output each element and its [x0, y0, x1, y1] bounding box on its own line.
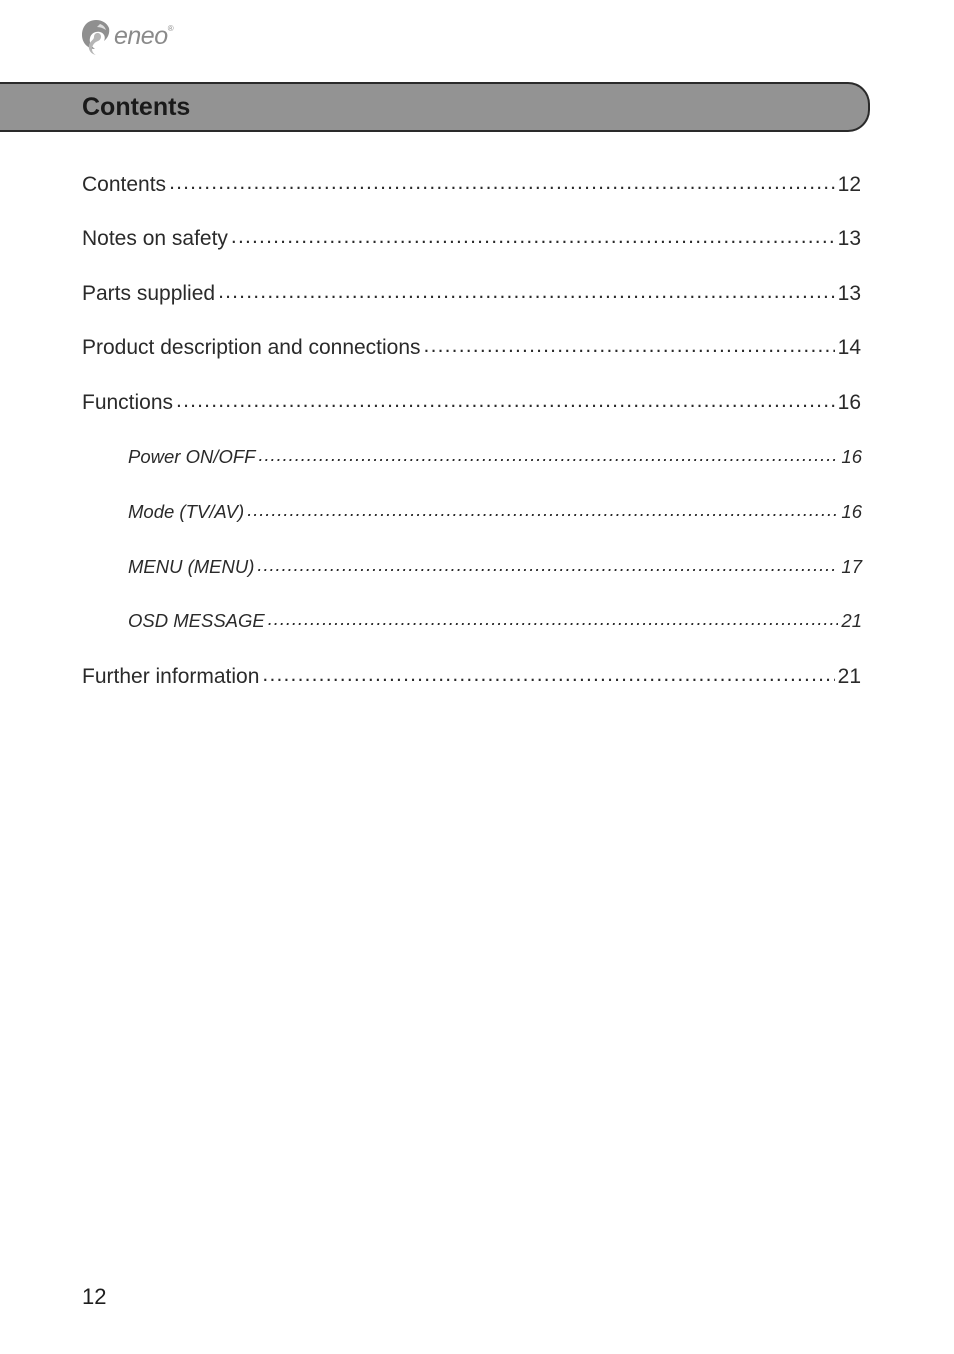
- toc-leader-dots: [218, 279, 835, 300]
- toc-entry-label: Contents: [82, 173, 167, 196]
- toc-entry-page: 12: [837, 173, 861, 196]
- toc-entry-page: 13: [837, 227, 861, 250]
- toc-entry[interactable]: [82, 388, 861, 415]
- toc-subentry[interactable]: [128, 554, 862, 578]
- toc-entry-label: Parts supplied: [82, 282, 216, 305]
- brand-logo: [80, 16, 173, 58]
- toc-leader-dots: [247, 499, 838, 518]
- toc-entry-label: Further information: [82, 665, 260, 688]
- toc-entry-label: Product description and connections: [82, 336, 421, 359]
- toc-leader-dots: [176, 388, 835, 409]
- toc-entry[interactable]: [82, 662, 861, 689]
- toc-leader-dots: [268, 608, 839, 627]
- toc-leader-dots: [258, 444, 838, 463]
- toc-entry-label: Notes on safety: [82, 227, 228, 250]
- toc-subentry-page: 16: [841, 445, 862, 467]
- toc-subentry[interactable]: [128, 499, 862, 523]
- toc-entry[interactable]: [82, 333, 861, 360]
- toc-subentry-page: 16: [841, 500, 862, 522]
- toc-leader-dots: [262, 662, 834, 683]
- toc-subentry-label: Power ON/OFF: [128, 445, 256, 467]
- page-number: 12: [82, 1284, 107, 1309]
- toc-subentry[interactable]: [128, 444, 862, 468]
- page-title: Contents: [82, 93, 191, 121]
- toc-subentry-page: 21: [841, 609, 862, 631]
- toc-entry-label: Functions: [82, 391, 174, 414]
- toc-entry[interactable]: [82, 279, 861, 306]
- toc-subentry-page: 17: [841, 555, 862, 577]
- toc-leader-dots: [231, 224, 835, 245]
- toc-subentry-label: MENU (MENU): [128, 555, 255, 577]
- toc-entry[interactable]: [82, 170, 861, 197]
- toc-entry-page: 13: [837, 282, 861, 305]
- toc-entry-page: 21: [837, 665, 861, 688]
- toc-leader-dots: [169, 170, 835, 191]
- toc-subentry-label: Mode (TV/AV): [128, 500, 245, 522]
- toc-subentry-label: OSD MESSAGE: [128, 609, 265, 631]
- logo-wordmark: eneo®: [114, 21, 174, 50]
- toc-entry-page: 14: [837, 336, 861, 359]
- toc-entry[interactable]: [82, 224, 861, 251]
- toc-subentry[interactable]: [128, 608, 862, 632]
- eneo-swirl-icon: [80, 18, 112, 56]
- toc-leader-dots: [257, 554, 838, 573]
- toc-entry-page: 16: [837, 391, 861, 414]
- toc-leader-dots: [424, 333, 835, 354]
